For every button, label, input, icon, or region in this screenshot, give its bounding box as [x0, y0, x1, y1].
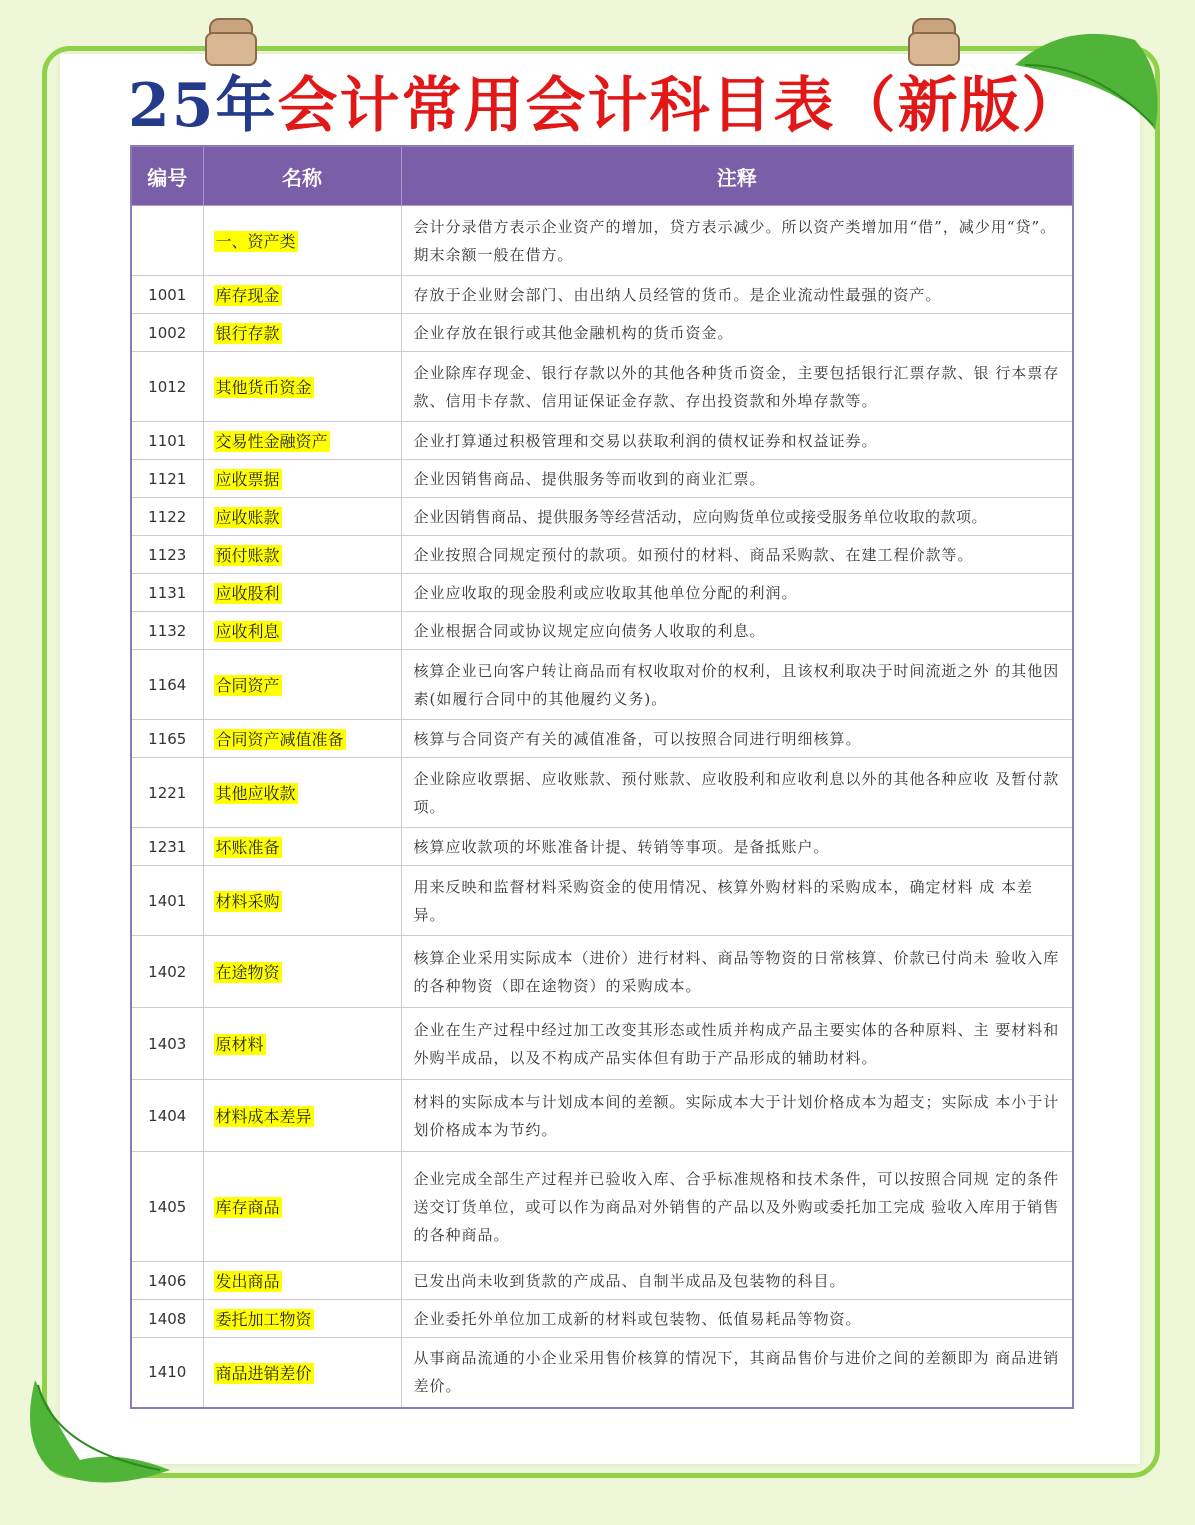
row-name: 材料成本差异	[215, 1107, 312, 1126]
row-code: 1123	[131, 536, 203, 574]
header-name: 名称	[203, 146, 401, 206]
table-row	[131, 422, 1073, 460]
row-note: 企业应收取的现金股利或应收取其他单位分配的利润。	[401, 574, 1073, 612]
row-code: 1221	[131, 758, 203, 828]
account-subjects-table	[130, 145, 1074, 1409]
row-note: 企业打算通过积极管理和交易以获取利润的债权证券和权益证券。	[401, 422, 1073, 460]
row-note: 企业完成全部生产过程并已验收入库、合乎标准规格和技术条件，可以按照合同规 定的条件送交订货单位，或可以作为商品对外销售的产品以及外购或委托加工完成 验收入库用于销售的各种商品。	[401, 1152, 1073, 1262]
row-note: 会计分录借方表示企业资产的增加，贷方表示减少。所以资产类增加用“借”，减少用“贷”。期末余额一般在借方。	[401, 206, 1073, 276]
header-note: 注释	[401, 146, 1073, 206]
row-note: 企业因销售商品、提供服务等经营活动，应向购货单位或接受服务单位收取的款项。	[401, 498, 1073, 536]
row-note: 企业存放在银行或其他金融机构的货币资金。	[401, 314, 1073, 352]
row-name: 委托加工物资	[215, 1310, 312, 1329]
row-name: 其他应收款	[215, 784, 296, 803]
row-code: 1101	[131, 422, 203, 460]
row-name: 应收账款	[215, 508, 280, 527]
row-note: 已发出尚未收到货款的产成品、自制半成品及包装物的科目。	[401, 1262, 1073, 1300]
row-code: 1131	[131, 574, 203, 612]
row-note: 核算与合同资产有关的减值准备，可以按照合同进行明细核算。	[401, 720, 1073, 758]
table-row	[131, 1262, 1073, 1300]
row-name: 原材料	[215, 1035, 264, 1054]
row-note: 从事商品流通的小企业采用售价核算的情况下，其商品售价与进价之间的差额即为 商品进销差价。	[401, 1338, 1073, 1408]
row-name: 库存现金	[215, 286, 280, 305]
row-code: 1121	[131, 460, 203, 498]
row-name: 发出商品	[215, 1272, 280, 1291]
row-note: 企业因销售商品、提供服务等而收到的商业汇票。	[401, 460, 1073, 498]
table-row	[131, 720, 1073, 758]
table-row	[131, 352, 1073, 422]
row-name: 预付账款	[215, 546, 280, 565]
row-code: 1406	[131, 1262, 203, 1300]
table-row	[131, 612, 1073, 650]
paper-clip-icon	[908, 18, 960, 66]
table-row	[131, 828, 1073, 866]
row-name: 应收票据	[215, 470, 280, 489]
row-name: 坏账准备	[215, 838, 280, 857]
row-note: 用来反映和监督材料采购资金的使用情况、核算外购材料的采购成本，确定材料 成 本差异。	[401, 866, 1073, 936]
row-name: 交易性金融资产	[215, 432, 328, 451]
row-name: 商品进销差价	[215, 1363, 312, 1383]
row-code: 1402	[131, 936, 203, 1008]
row-code: 1165	[131, 720, 203, 758]
row-name: 在途物资	[215, 963, 280, 982]
table-row	[131, 536, 1073, 574]
table-row	[131, 498, 1073, 536]
row-name: 一、资产类	[215, 232, 296, 251]
row-name: 其他货币资金	[215, 378, 312, 397]
table-row	[131, 276, 1073, 314]
table-row	[131, 1338, 1073, 1408]
table-row	[131, 1300, 1073, 1338]
table-row	[131, 574, 1073, 612]
row-name: 库存商品	[215, 1198, 280, 1217]
row-note: 企业委托外单位加工成新的材料或包装物、低值易耗品等物资。	[401, 1300, 1073, 1338]
table-row	[131, 1080, 1073, 1152]
row-code: 1164	[131, 650, 203, 720]
paper-clip-icon	[205, 18, 257, 66]
table-row	[131, 314, 1073, 352]
row-code: 1403	[131, 1008, 203, 1080]
row-note: 企业在生产过程中经过加工改变其形态或性质并构成产品主要实体的各种原料、主 要材料和外购半成品，以及不构成产品实体但有助于产品形成的辅助材料。	[401, 1008, 1073, 1080]
title-year: 25年	[128, 71, 278, 141]
row-note: 核算企业采用实际成本（进价）进行材料、商品等物资的日常核算、价款已付尚未 验收入库的各种物资（即在途物资）的采购成本。	[401, 936, 1073, 1008]
row-note: 企业除库存现金、银行存款以外的其他各种货币资金，主要包括银行汇票存款、银 行本票存款、信用卡存款、信用证保证金存款、存出投资款和外埠存款等。	[401, 352, 1073, 422]
row-note: 材料的实际成本与计划成本间的差额。实际成本大于计划价格成本为超支；实际成 本小于计划价格成本为节约。	[401, 1080, 1073, 1152]
header-code: 编号	[131, 146, 203, 206]
row-name: 材料采购	[215, 892, 280, 911]
row-code: 1410	[131, 1338, 203, 1408]
row-code	[131, 206, 203, 276]
row-note: 企业按照合同规定预付的款项。如预付的材料、商品采购款、在建工程价款等。	[401, 536, 1073, 574]
row-code: 1401	[131, 866, 203, 936]
row-name: 应收利息	[215, 622, 280, 641]
row-note: 企业除应收票据、应收账款、预付账款、应收股利和应收利息以外的其他各种应收 及暂付款项。	[401, 758, 1073, 828]
table-row	[131, 866, 1073, 936]
table-row	[131, 650, 1073, 720]
title-main: 会计常用会计科目表（新版）	[277, 71, 1084, 141]
row-note: 存放于企业财会部门、由出纳人员经管的货币。是企业流动性最强的资产。	[401, 276, 1073, 314]
row-code: 1231	[131, 828, 203, 866]
row-name: 应收股利	[215, 584, 280, 603]
table-row	[131, 460, 1073, 498]
table-row	[131, 206, 1073, 276]
row-code: 1012	[131, 352, 203, 422]
table-row	[131, 758, 1073, 828]
table-row	[131, 936, 1073, 1008]
row-name: 银行存款	[215, 324, 280, 343]
row-code: 1408	[131, 1300, 203, 1338]
row-note: 企业根据合同或协议规定应向债务人收取的利息。	[401, 612, 1073, 650]
table-header-row	[131, 146, 1073, 206]
row-note: 核算应收款项的坏账准备计提、转销等事项。是备抵账户。	[401, 828, 1073, 866]
table-row	[131, 1008, 1073, 1080]
row-code: 1122	[131, 498, 203, 536]
row-code: 1002	[131, 314, 203, 352]
page-title	[128, 66, 1084, 146]
row-name: 合同资产减值准备	[215, 730, 344, 749]
row-name: 合同资产	[215, 676, 280, 695]
row-code: 1132	[131, 612, 203, 650]
table-row	[131, 1152, 1073, 1262]
row-code: 1405	[131, 1152, 203, 1262]
row-code: 1404	[131, 1080, 203, 1152]
row-code: 1001	[131, 276, 203, 314]
row-note: 核算企业已向客户转让商品而有权收取对价的权利，且该权利取决于时间流逝之外 的其他因素(如履行合同中的其他履约义务)。	[401, 650, 1073, 720]
